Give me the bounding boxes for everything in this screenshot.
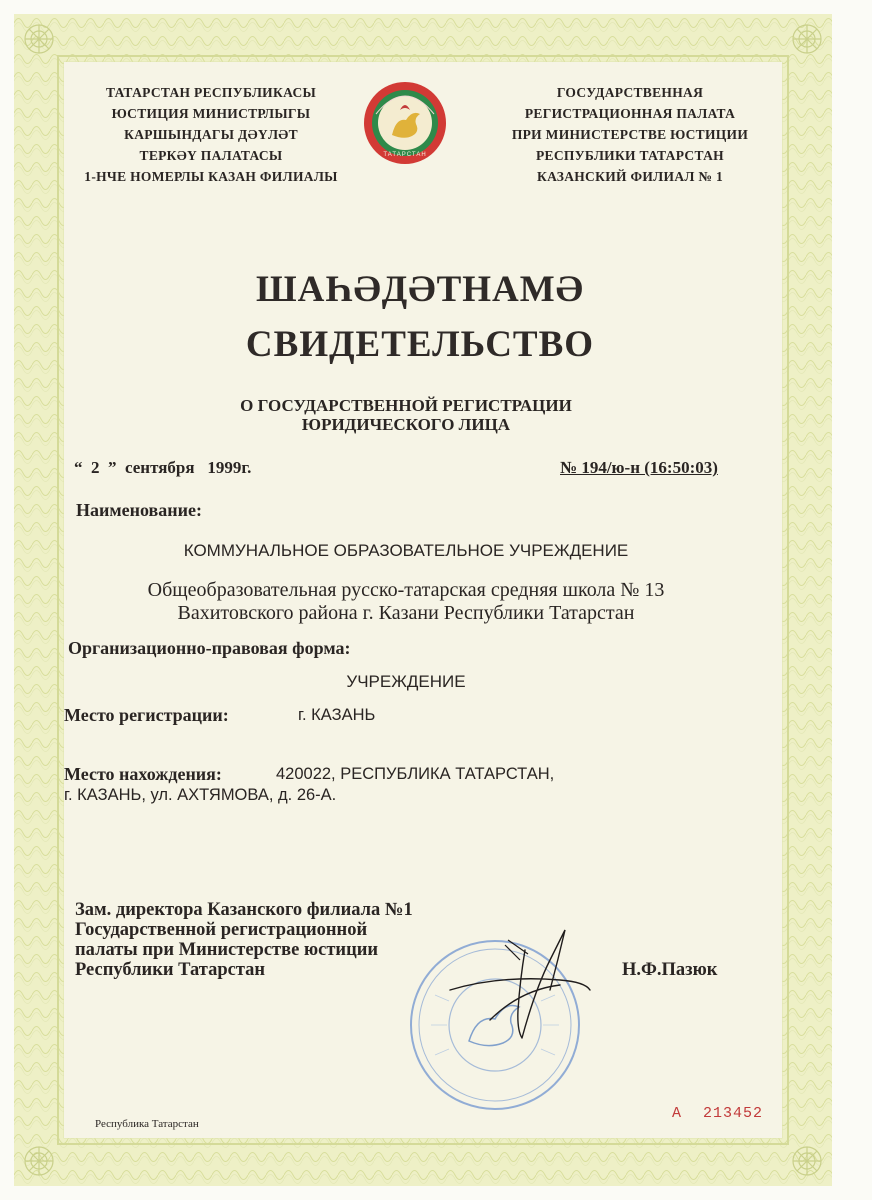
- subtitle-line-1: О ГОСУДАРСТВЕННОЙ РЕГИСТРАЦИИ: [240, 396, 572, 415]
- signature-icon: [410, 920, 610, 1070]
- form-number: 213452: [703, 1105, 764, 1122]
- signatory-position-line: Государственной регистрационной: [75, 920, 368, 940]
- issue-date: “ 2 ” сентября 1999г.: [74, 458, 252, 477]
- subtitle-line-2: ЮРИДИЧЕСКОГО ЛИЦА: [301, 415, 511, 434]
- corner-rosette-bottom-right: [793, 1147, 821, 1175]
- location-line-1: 420022, РЕСПУБЛИКА ТАТАРСТАН,: [276, 765, 555, 783]
- location-line-2: г. КАЗАНЬ, ул. АХТЯМОВА, д. 26-А.: [64, 786, 337, 804]
- header-left-line: ТАТАРСТАН РЕСПУБЛИКАСЫ: [105, 85, 317, 100]
- header-right-line: ГОСУДАРСТВЕННАЯ: [556, 85, 704, 100]
- location-label: Место нахождения:: [64, 764, 222, 784]
- registration-place-label: Место регистрации:: [64, 705, 229, 725]
- name-line-2: Вахитовского района г. Казани Республики Татарстан: [177, 602, 635, 624]
- title-russian: СВИДЕТЕЛЬСТВО: [245, 324, 595, 365]
- org-form-label: Организационно-правовая форма:: [68, 638, 351, 658]
- name-type: КОММУНАЛЬНОЕ ОБРАЗОВАТЕЛЬНОЕ УЧРЕЖДЕНИЕ: [183, 541, 629, 560]
- header-right-line: РЕСПУБЛИКИ ТАТАРСТАН: [536, 148, 724, 163]
- name-line-1: Общеобразовательная русско-татарская средняя школа № 13: [147, 579, 665, 601]
- signatory-name: Н.Ф.Пазюк: [622, 960, 718, 980]
- signatory-position: [75, 900, 413, 980]
- header-left-line: 1-НЧЕ НОМЕРЛЫ КАЗАН ФИЛИАЛЫ: [84, 169, 338, 184]
- registration-place-value: г. КАЗАНЬ: [298, 706, 376, 724]
- emblem-caption: ТАТАРСТАН: [383, 152, 427, 158]
- signatory-position-line: Зам. директора Казанского филиала №1: [75, 900, 413, 920]
- registration-number: № 194/ю-н (16:50:03): [560, 458, 718, 477]
- signatory-position-line: Республики Татарстан: [75, 960, 266, 980]
- header-right-block: [470, 82, 790, 187]
- corner-rosette-top-left: [25, 25, 53, 53]
- header-left-line: ТЕРКӘҮ ПАЛАТАСЫ: [139, 148, 283, 163]
- printer-imprint: Республика Татарстан: [95, 1118, 199, 1130]
- header-right-line: ПРИ МИНИСТЕРСТВЕ ЮСТИЦИИ: [511, 127, 749, 142]
- header-left-line: ЮСТИЦИЯ МИНИСТРЛЫГЫ: [111, 106, 311, 121]
- form-series: А: [672, 1105, 683, 1122]
- header-left-block: [56, 82, 366, 187]
- header-right-line: РЕГИСТРАЦИОННАЯ ПАЛАТА: [524, 106, 736, 121]
- corner-rosette-top-right: [793, 25, 821, 53]
- header-left-line: КАРШЫНДАГЫ ДӘҮЛӘТ: [124, 127, 298, 142]
- org-form-value: УЧРЕЖДЕНИЕ: [346, 672, 466, 691]
- corner-rosette-bottom-left: [25, 1147, 53, 1175]
- header-right-line: КАЗАНСКИЙ ФИЛИАЛ № 1: [536, 169, 724, 184]
- name-label: Наименование:: [76, 500, 202, 520]
- title-tatar: ШАҺӘДӘТНАМӘ: [255, 269, 585, 310]
- signatory-position-line: палаты при Министерстве юстиции: [75, 940, 379, 960]
